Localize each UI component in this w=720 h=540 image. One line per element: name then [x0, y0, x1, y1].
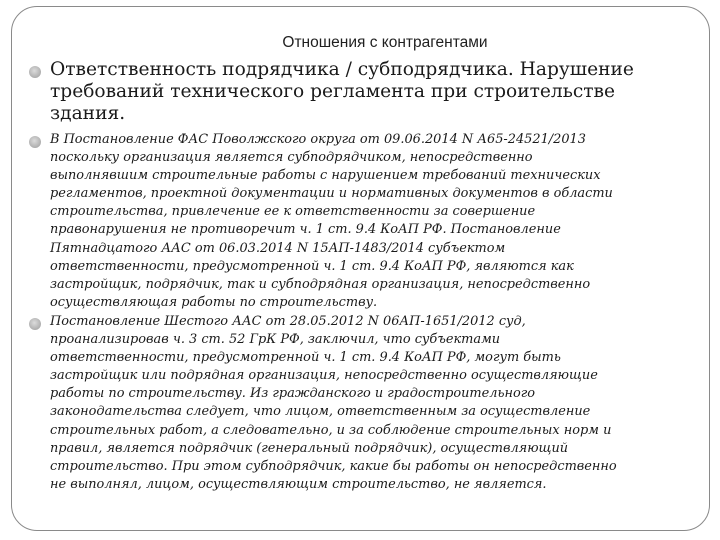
paragraph-line: регламентов, проектной документации и нормативных документов в области	[50, 186, 613, 202]
paragraph-line: законодательства следует, что лицом, ответственным за осуществление	[50, 404, 591, 420]
paragraph-line: правил, является подрядчик (генеральный подрядчик), осуществляющий	[50, 440, 569, 456]
paragraph-line: строительство. При этом субподрядчик, какие бы работы он непосредственно	[50, 458, 617, 474]
paragraph-bullet-item	[29, 313, 700, 494]
paragraph-line: строительных работ, а следовательно, и за соблюдение строительных норм и	[50, 422, 612, 438]
heading-text	[50, 59, 634, 125]
paragraph-line: строительства, привлечение ее к ответственности за совершение	[50, 204, 536, 220]
paragraph-line: выполнявшим строительные работы с нарушением требований технических	[50, 168, 601, 184]
paragraph-line: В Постановление ФАС Поволжского округа от 09.06.2014 N А65-24521/2013	[50, 132, 586, 147]
paragraph-line: застройщик, подрядчик, так и субподрядная организация, непосредственно	[50, 276, 591, 292]
paragraph-line: проанализировав ч. 3 ст. 52 ГрК РФ, заключил, что субъектами	[50, 332, 501, 348]
bullet-icon	[29, 318, 41, 330]
paragraph-line: работы по строительству. Из гражданского и градостроительного	[50, 386, 536, 402]
paragraph-line: осуществляющая работы по строительству.	[50, 294, 378, 310]
heading-bullet-item	[29, 59, 700, 125]
paragraph-line: не выполнял, лицом, осуществляющим строительство, не является.	[50, 476, 547, 492]
paragraph-line: ответственности, предусмотренной ч. 1 ст. 9.4 КоАП РФ, являются как	[50, 258, 574, 274]
heading-line: требований технического регламента при строительстве	[50, 81, 616, 102]
paragraph-line: правонарушения не противоречит ч. 1 ст. 9.4 КоАП РФ. Постановление	[50, 222, 561, 238]
paragraph-text	[50, 131, 613, 312]
paragraph-text	[50, 313, 617, 494]
bullet-icon	[29, 66, 41, 78]
slide-title: Отношения с контрагентами	[282, 34, 488, 51]
heading-line: Ответственность подрядчика / субподрядчика. Нарушение	[50, 59, 634, 80]
paragraph-line: застройщик или подрядная организация, непосредственно осуществляющие	[50, 368, 598, 384]
paragraph-line: поскольку организация является субподрядчиком, непосредственно	[50, 150, 533, 166]
bullet-icon	[29, 136, 41, 148]
heading-line: здания.	[50, 103, 126, 124]
paragraph-bullet-item	[29, 131, 700, 312]
paragraph-line: Постановление Шестого ААС от 28.05.2012 N 06АП-1651/2012 суд,	[50, 314, 526, 329]
paragraph-line: Пятнадцатого ААС от 06.03.2014 N 15АП-1483/2014 субъектом	[50, 240, 506, 256]
paragraph-line: ответственности, предусмотренной ч. 1 ст. 9.4 КоАП РФ, могут быть	[50, 350, 561, 366]
